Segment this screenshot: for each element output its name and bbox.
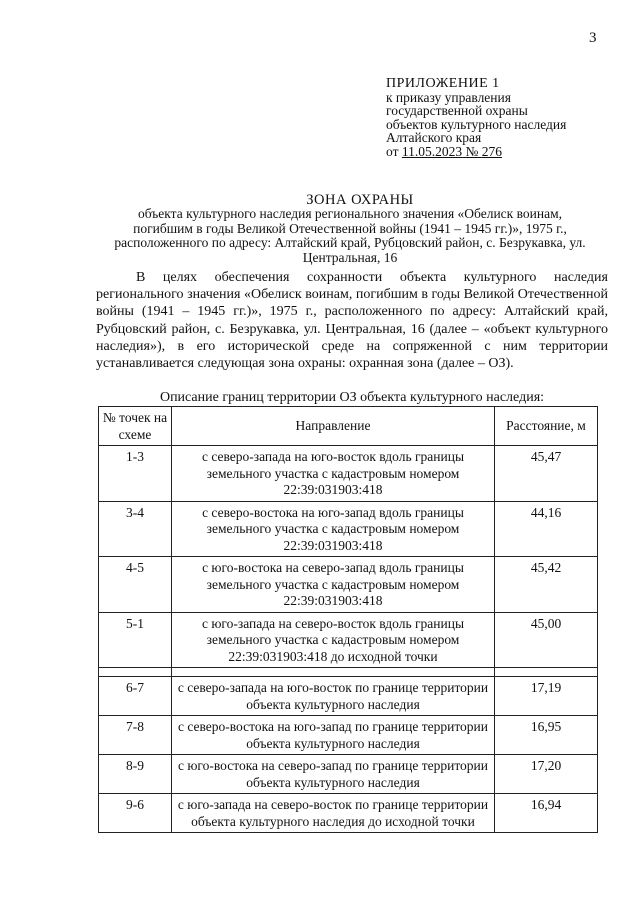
appendix-block [386,77,566,158]
appendix-line: Алтайского края [386,130,482,145]
direction-cell: с северо-запада на юго-восток вдоль границы земельного участка с кадастровым номером 22:39:031903:418 [172,446,495,502]
appendix-title: ПРИЛОЖЕНИЕ 1 [386,76,500,91]
table-row [99,557,598,613]
points-cell: 1-3 [99,446,172,502]
direction-cell: с северо-запада на юго-восток по границе территории объекта культурного наследия [172,677,495,716]
points-cell: 7-8 [99,716,172,755]
table-row [99,501,598,557]
header-direction: Направление [172,407,495,446]
distance-cell: 45,47 [495,446,598,502]
appendix-date-line [386,145,566,159]
empty-cell [172,668,495,677]
table-row [99,716,598,755]
table-row [99,794,598,833]
table-row [99,755,598,794]
table-row [99,446,598,502]
page-number: 3 [589,30,597,46]
distance-cell: 45,00 [495,612,598,668]
number-prefix: № [462,143,482,159]
distance-cell: 16,95 [495,716,598,755]
points-cell: 4-5 [99,557,172,613]
distance-cell: 44,16 [495,501,598,557]
zone-subtitle: объекта культурного наследия регионального значения «Обелиск воинам, погибшим в годы Великой Отечественной войны (1941 – 1945 гг.)», 1975 г., расположенного по адресу: Алтайский край, Рубцовский район, с. Безрукавка, ул. Центральная, 16 [114,206,586,265]
points-cell: 5-1 [99,612,172,668]
body-paragraph: В целях обеспечения сохранности объекта культурного наследия регионального значения «Обелиск воинам, погибшим в годы Великой Отечественной войны (1941 – 1945 гг.)», 1975 г., расположенного по адресу: Алтайский край, Рубцовский район, с. Безрукавка, ул. Центральная, 16 (далее – «объект культурного наследия»), в его исторической среде на сопряженной с ним территории устанавливается следующая зона охраны: охранная зона (далее – ОЗ). [96,270,608,372]
direction-cell: с северо-востока на юго-запад по границе территории объекта культурного наследия [172,716,495,755]
direction-cell: с юго-запада на северо-восток вдоль границы земельного участка с кадастровым номером 22:39:031903:418 до исходной точки [172,612,495,668]
date-prefix: от [386,143,402,159]
header-distance: Расстояние, м [495,407,598,446]
header-points: № точек на схеме [99,407,172,446]
spacer-row [99,668,598,677]
direction-cell: с юго-запада на северо-восток по границе территории объекта культурного наследия до исходной точки [172,794,495,833]
appendix-line: объектов культурного наследия [386,116,567,132]
table-header-row [99,407,598,446]
zone-title: ЗОНА ОХРАНЫ [306,192,414,208]
table-row [99,612,598,668]
appendix-line: государственной охраны [386,103,528,118]
direction-cell: с северо-востока на юго-запад вдоль границы земельного участка с кадастровым номером 22:39:031903:418 [172,501,495,557]
boundaries-table [98,406,598,833]
points-cell: 6-7 [99,677,172,716]
points-cell: 8-9 [99,755,172,794]
direction-cell: с юго-востока на северо-запад вдоль границы земельного участка с кадастровым номером 22:39:031903:418 [172,557,495,613]
distance-cell: 45,42 [495,557,598,613]
distance-cell: 17,19 [495,677,598,716]
table-caption: Описание границ территории ОЗ объекта культурного наследия: [159,390,545,405]
order-date: 11.05.2023 [401,143,463,159]
table-row [99,677,598,716]
empty-cell [99,668,172,677]
direction-cell: с юго-востока на северо-запад по границе территории объекта культурного наследия [172,755,495,794]
points-cell: 9-6 [99,794,172,833]
table-body [99,446,598,833]
appendix-line: к приказу управления [386,89,511,105]
order-number: 276 [481,143,502,159]
distance-cell: 17,20 [495,755,598,794]
distance-cell: 16,94 [495,794,598,833]
points-cell: 3-4 [99,501,172,557]
empty-cell [495,668,598,677]
